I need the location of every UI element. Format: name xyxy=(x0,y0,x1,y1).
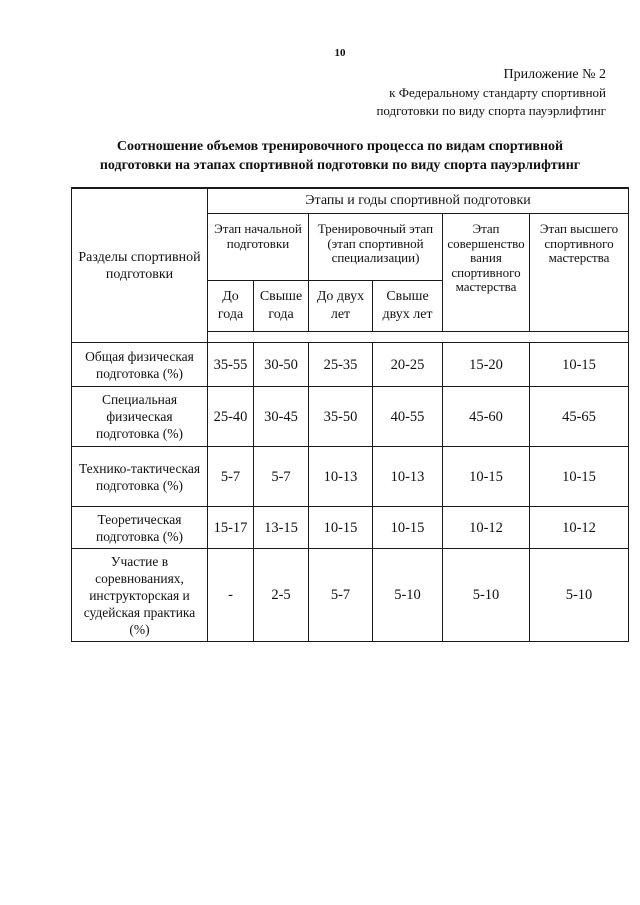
table-row xyxy=(72,343,629,387)
row-label: Участие в соревнованиях, инструкторская и судейская практика (%) xyxy=(72,549,208,642)
table-cell: 25-40 xyxy=(208,387,254,447)
table-cell: 10-15 xyxy=(443,447,530,507)
training-volume-table xyxy=(71,187,629,642)
table-cell: 10-12 xyxy=(530,507,629,549)
stage-initial-header: Этап начальной подготовки xyxy=(208,214,309,281)
stage-improvement-header: Этап совершенство вания спортивного мастерства xyxy=(443,214,530,332)
table-cell: 10-15 xyxy=(530,447,629,507)
header-spacer xyxy=(208,332,629,343)
table-row xyxy=(72,447,629,507)
table-cell: 10-13 xyxy=(373,447,443,507)
table-cell: - xyxy=(208,549,254,642)
table-cell: 15-20 xyxy=(443,343,530,387)
table-cell: 40-55 xyxy=(373,387,443,447)
table-row xyxy=(72,549,629,642)
table-cell: 13-15 xyxy=(254,507,309,549)
table-cell: 35-55 xyxy=(208,343,254,387)
row-label: Специальная физическая подготовка (%) xyxy=(72,387,208,447)
row-label: Технико-тактическая подготовка (%) xyxy=(72,447,208,507)
table-cell: 45-60 xyxy=(443,387,530,447)
document-title xyxy=(60,137,620,175)
row-label: Теоретическая подготовка (%) xyxy=(72,507,208,549)
subheader-up-to-year: До года xyxy=(208,281,254,332)
appendix-line-2: к Федеральному стандарту спортивной xyxy=(389,85,606,100)
table-cell: 5-7 xyxy=(208,447,254,507)
table-cell: 35-50 xyxy=(309,387,373,447)
section-header: Разделы спортивной подготовки xyxy=(72,188,208,343)
table-cell: 10-13 xyxy=(309,447,373,507)
table-cell: 5-10 xyxy=(530,549,629,642)
table-cell: 5-10 xyxy=(373,549,443,642)
table-cell: 30-50 xyxy=(254,343,309,387)
table-cell: 45-65 xyxy=(530,387,629,447)
table-cell: 15-17 xyxy=(208,507,254,549)
table-cell: 10-15 xyxy=(373,507,443,549)
row-label: Общая физическая подготовка (%) xyxy=(72,343,208,387)
appendix-header xyxy=(376,66,606,120)
subheader-over-two-years: Свыше двух лет xyxy=(373,281,443,332)
page-number: 10 xyxy=(334,47,346,59)
table-cell: 20-25 xyxy=(373,343,443,387)
stage-higher-mastery-header: Этап высшего спортивного мастерства xyxy=(530,214,629,332)
subheader-over-year: Свыше года xyxy=(254,281,309,332)
table-cell: 5-7 xyxy=(254,447,309,507)
table-cell: 10-12 xyxy=(443,507,530,549)
stages-group-header: Этапы и годы спортивной подготовки xyxy=(208,188,629,214)
table-cell: 10-15 xyxy=(530,343,629,387)
table-cell: 10-15 xyxy=(309,507,373,549)
table-cell: 5-7 xyxy=(309,549,373,642)
table-cell: 5-10 xyxy=(443,549,530,642)
title-line-1: Соотношение объемов тренировочного процесса по видам спортивной xyxy=(116,139,564,154)
stage-training-header: Тренировочный этап (этап спортивной специализации) xyxy=(309,214,443,281)
table-cell: 25-35 xyxy=(309,343,373,387)
table-cell: 2-5 xyxy=(254,549,309,642)
subheader-up-to-two-years: До двух лет xyxy=(309,281,373,332)
table-cell: 30-45 xyxy=(254,387,309,447)
title-line-2: подготовки на этапах спортивной подготовки по виду спорта пауэрлифтинг xyxy=(99,158,581,173)
table-row xyxy=(72,387,629,447)
appendix-line-3: подготовки по виду спорта пауэрлифтинг xyxy=(376,103,606,118)
table-row xyxy=(72,507,629,549)
appendix-line-1: Приложение № 2 xyxy=(503,67,606,82)
